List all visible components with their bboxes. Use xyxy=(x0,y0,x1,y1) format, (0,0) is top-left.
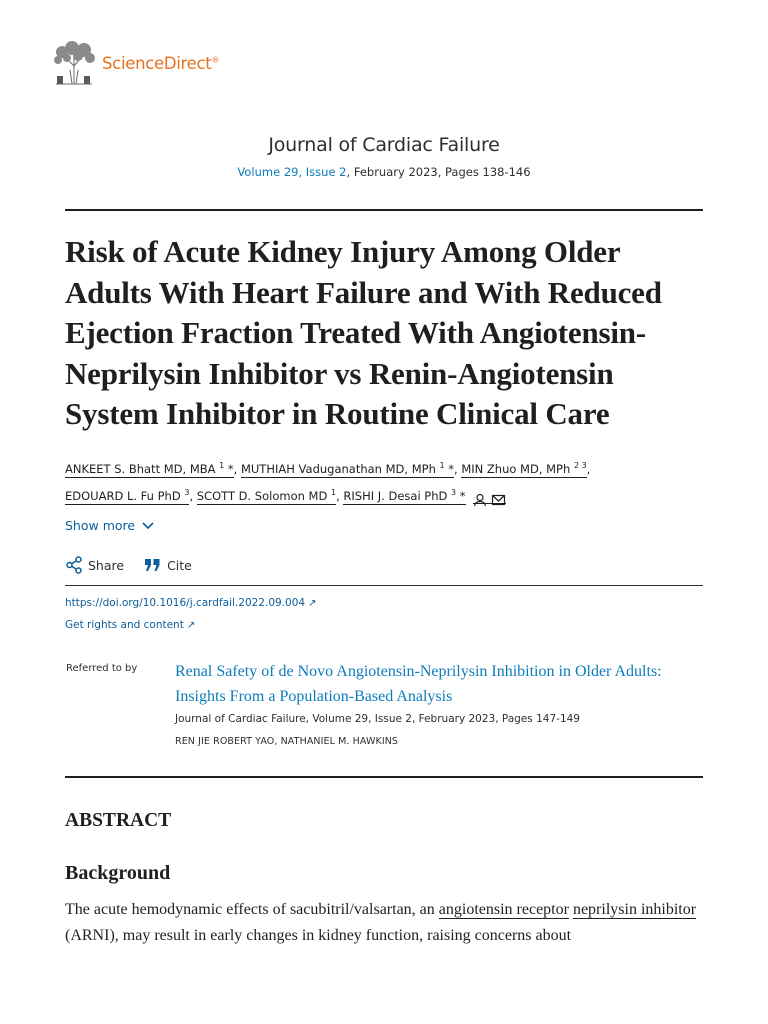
article-title xyxy=(65,232,705,435)
author-link[interactable]: EDOUARD L. Fu PhD $^3$ xyxy=(65,487,190,503)
elsevier-tree-icon xyxy=(52,40,96,86)
glossary-link[interactable]: angiotensin receptor xyxy=(438,901,569,918)
journal-title[interactable]: Journal of Cardiac Failure xyxy=(268,134,500,156)
person-icon xyxy=(473,493,487,507)
title-line: Adults With Heart Failure and With Reduced xyxy=(65,274,662,310)
rights-link[interactable]: Get rights and content ↗ xyxy=(65,619,196,631)
external-link-icon: ↗ xyxy=(186,620,196,631)
referred-article-source: Journal of Cardiac Failure, Volume 29, Issue 2, February 2023, Pages 147-149 xyxy=(175,713,580,725)
title-line: Ejection Fraction Treated With Angiotensin- xyxy=(65,315,646,350)
author-link[interactable]: ANKEET S. Bhatt MD, MBA $^1$ * xyxy=(65,461,234,476)
quote-icon xyxy=(144,558,161,572)
share-label: Share xyxy=(88,557,125,573)
issue-info xyxy=(0,165,768,179)
referred-to-by-label: Referred to by xyxy=(66,663,138,674)
author-contact-icons[interactable] xyxy=(473,488,506,504)
show-more-label: Show more xyxy=(65,518,136,533)
title-line: Neprilysin Inhibitor vs Renin-Angiotensin xyxy=(65,355,614,391)
article-actions xyxy=(66,556,212,574)
doi-link[interactable]: https://doi.org/10.1016/j.cardfail.2022.09.004 ↗ xyxy=(65,597,317,609)
cite-button[interactable] xyxy=(144,558,192,573)
issue-date-pages: , February 2023, Pages 138-146 xyxy=(346,165,531,179)
show-more-button[interactable] xyxy=(65,518,155,533)
background-heading: Background xyxy=(65,862,171,884)
author-link[interactable]: MUTHIAH Vaduganathan MD, MPh $^1$ * xyxy=(240,461,455,476)
chevron-down-icon xyxy=(141,521,155,531)
external-link-icon: ↗ xyxy=(308,598,317,609)
title-line: System Inhibitor in Routine Clinical Care xyxy=(65,396,610,431)
author-link[interactable]: MIN Zhuo MD, MPh $^{2 3}$ xyxy=(461,461,587,476)
sciencedirect-wordmark: ScienceDirect® xyxy=(102,53,220,73)
glossary-link[interactable]: neprilysin inhibitor xyxy=(572,901,697,918)
actions-divider xyxy=(65,585,703,586)
volume-issue-link[interactable]: Volume 29, Issue 2 xyxy=(237,165,347,179)
title-line: Risk of Acute Kidney Injury Among Older xyxy=(65,234,621,269)
referred-article-link[interactable]: Renal Safety of de Novo Angiotensin-Neprilysin Inhibition in Older Adults: Insights From a Population-Based Analysis xyxy=(175,663,662,705)
share-button[interactable] xyxy=(66,556,124,574)
cite-label: Cite xyxy=(167,557,192,573)
author-link[interactable]: RISHI J. Desai PhD $^3$ * xyxy=(343,487,466,503)
sciencedirect-logo[interactable] xyxy=(52,40,219,86)
section-divider xyxy=(65,776,703,778)
abstract-heading: ABSTRACT xyxy=(65,810,172,831)
share-icon xyxy=(66,556,82,574)
header-divider xyxy=(65,209,703,211)
author-link[interactable]: SCOTT D. Solomon MD $^1$ xyxy=(196,487,337,503)
abstract-paragraph: The acute hemodynamic effects of sacubitril/valsartan, an angiotensin receptor neprilysin inhibitor (ARNI), may result in early changes in kidney function, raising concerns about xyxy=(65,901,697,944)
author-list: ANKEET S. Bhatt MD, MBA $^1$ *, MUTHIAH Vaduganathan MD, MPh $^1$ *, MIN Zhuo MD, MPh $^{2 3}$, EDOUARD L. Fu PhD $^3$, SCOTT D. Solomon MD $^1$, RISHI J. Desai PhD $^3$ * xyxy=(65,454,705,508)
referred-article-authors: REN JIE ROBERT YAO, NATHANIEL M. HAWKINS xyxy=(175,736,399,747)
envelope-icon xyxy=(491,493,506,507)
